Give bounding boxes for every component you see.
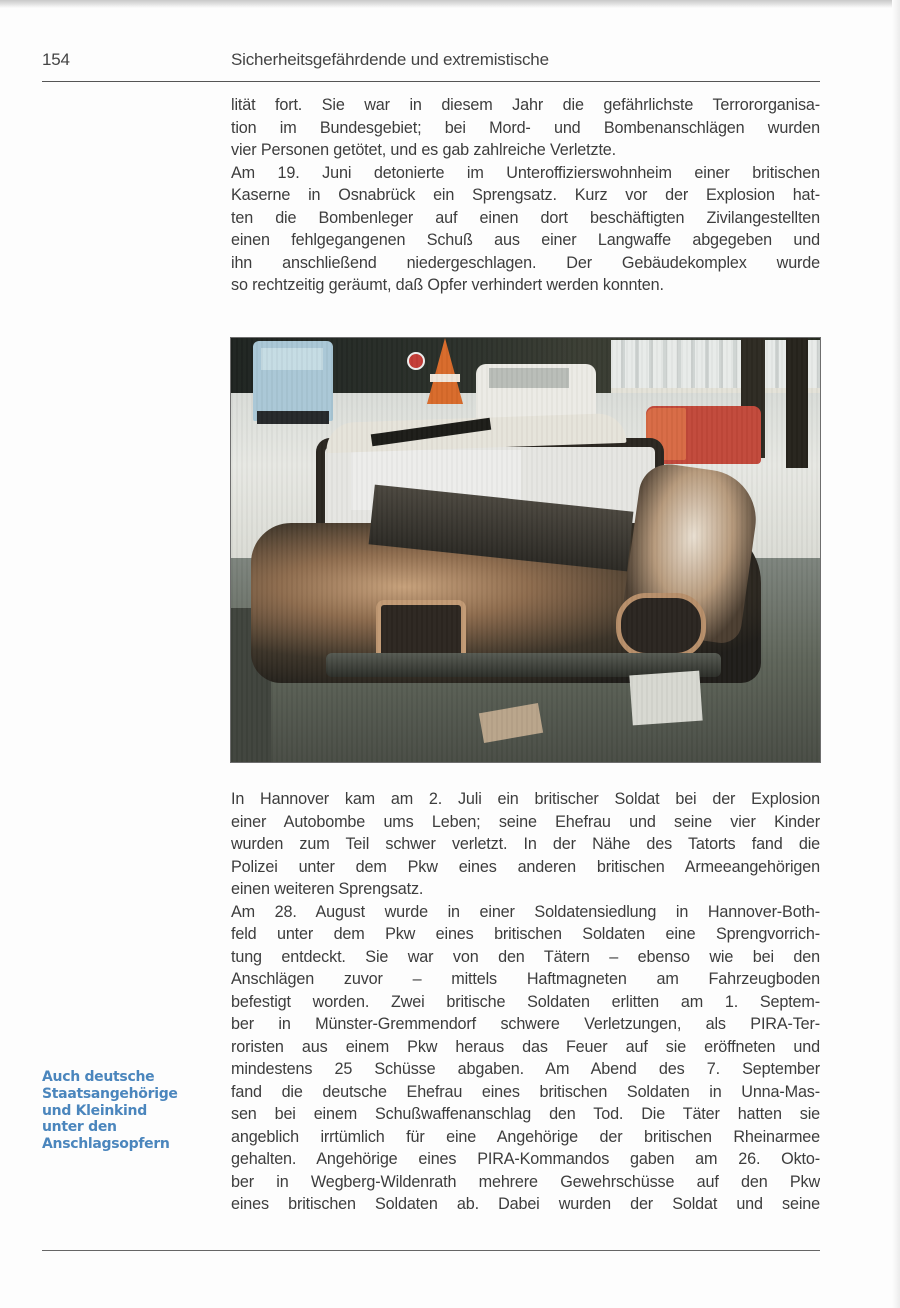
text-line: Kaserne in Osnabrück ein Sprengsatz. Kurz vor der Explosion hat- [231, 186, 820, 204]
photo-burned-car [231, 338, 820, 762]
text-line: In Hannover kam am 2. Juli ein britischer Soldat bei der Explosion [231, 790, 820, 808]
header-rule [42, 81, 820, 82]
text-line: feld unter dem Pkw eines britischen Soldaten eine Sprengvorrich- [231, 925, 820, 943]
body-text-top [231, 94, 820, 297]
text-line: einen weiteren Sprengsatz. [231, 880, 424, 898]
scan-top-edge [0, 0, 900, 8]
text-line: gehalten. Angehörige eines PIRA-Kommandos gaben am 26. Okto- [231, 1150, 820, 1168]
text-line: fand die deutsche Ehefrau eines britischen Soldaten in Unna-Mas- [231, 1082, 820, 1101]
text-line: Am 19. Juni detonierte im Unteroffizierswohnheim einer britischen [231, 163, 820, 182]
margin-note-line: Anschlagsopfern [42, 1136, 170, 1153]
text-line: wurden zum Teil schwer verletzt. In der Nähe des Tatorts fand die [231, 835, 820, 853]
text-line: angeblich irrtümlich für eine Angehörige der britischen Rheinarmee [231, 1127, 820, 1146]
text-line: eines britischen Soldaten ab. Dabei wurden der Soldat und seine [231, 1195, 820, 1213]
text-line: so rechtzeitig geräumt, daß Opfer verhindert werden konnten. [231, 276, 664, 294]
text-line: tung entdeckt. Sie war von den Tätern – ebenso wie bei den [231, 947, 820, 966]
text-line: einer Autobombe ums Leben; seine Ehefrau und seine vier Kinder [231, 812, 820, 831]
running-head: Sicherheitsgefährdende und extremistische [231, 50, 549, 69]
text-line: befestigt worden. Zwei britische Soldaten erlitten am 1. Septem- [231, 992, 820, 1011]
text-line: lität fort. Sie war in diesem Jahr die gefährlichste Terrororganisa- [231, 96, 820, 114]
text-line: roristen aus einem Pkw heraus das Feuer auf sie eröffneten und [231, 1037, 820, 1056]
page-number: 154 [42, 50, 70, 69]
scan-right-edge [892, 0, 900, 1308]
margin-note-line: Auch deutsche [42, 1069, 155, 1085]
text-line: Am 28. August wurde in einer Soldatensiedlung in Hannover-Both- [231, 902, 820, 921]
text-line: vier Personen getötet, und es gab zahlreiche Verletzte. [231, 141, 616, 159]
text-line: ber in Münster-Gremmendorf schwere Verletzungen, als PIRA-Ter- [231, 1015, 820, 1033]
text-line: Polizei unter dem Pkw eines anderen britischen Armeeangehörigen [231, 857, 820, 876]
text-line: ten die Bombenleger auf einen dort beschäftigten Zivilangestellten [231, 208, 820, 227]
footer-rule [42, 1250, 820, 1251]
photo-grain [231, 338, 820, 762]
body-text-bottom [231, 788, 820, 1216]
text-line: mindestens 25 Schüsse abgaben. Am Abend des 7. September [231, 1060, 820, 1078]
margin-note [42, 1069, 217, 1153]
text-line: sen bei einem Schußwaffenanschlag den Tod. Die Täter hatten sie [231, 1105, 820, 1123]
margin-note-line: und Kleinkind [42, 1102, 147, 1119]
text-line: Anschlägen zuvor – mittels Haftmagneten am Fahrzeugboden [231, 970, 820, 988]
text-line: ber in Wegberg-Wildenrath mehrere Gewehrschüsse auf den Pkw [231, 1172, 820, 1191]
text-line: tion im Bundesgebiet; bei Mord- und Bombenanschlägen wurden [231, 118, 820, 137]
text-line: ihn anschließend niedergeschlagen. Der Gebäudekomplex wurde [231, 253, 820, 272]
margin-note-line: unter den [42, 1119, 117, 1136]
margin-note-line: Staatsangehörige [42, 1085, 178, 1102]
text-line: einen fehlgegangenen Schuß aus einer Langwaffe abgegeben und [231, 231, 820, 249]
